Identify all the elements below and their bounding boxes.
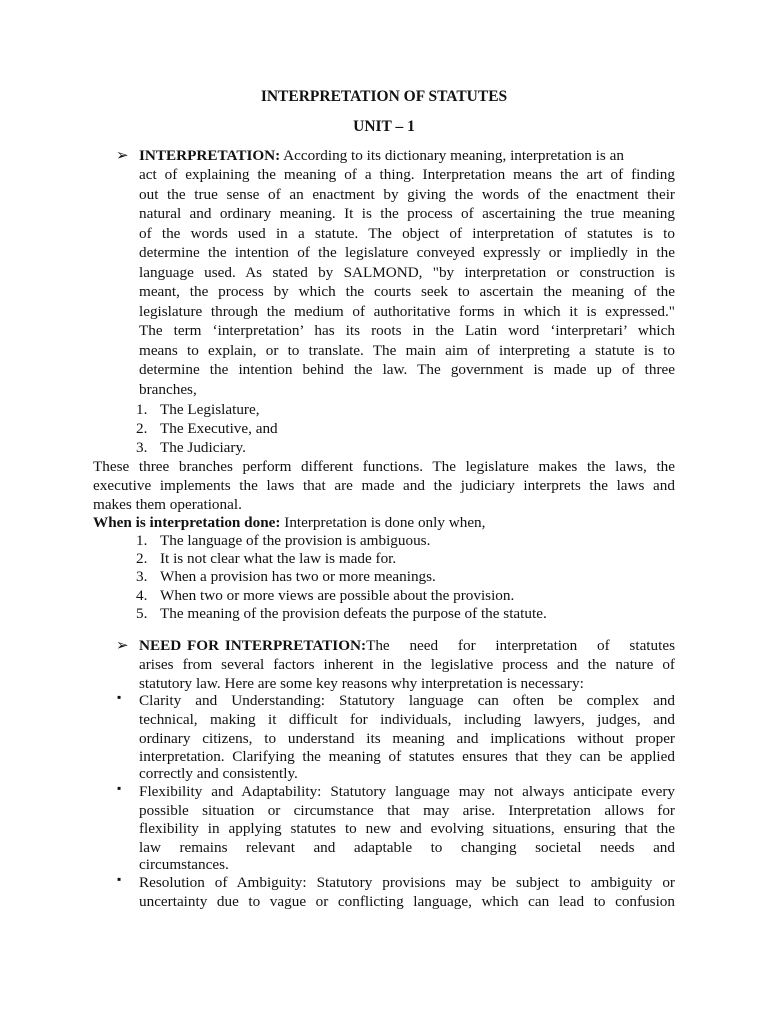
- branch-item: The Legislature,: [160, 401, 260, 418]
- section1-line: language used. As stated by SALMOND, "by interpretation or construction is: [139, 263, 675, 281]
- reason-line: possible situation or circumstance that may arise. Interpretation allows for: [139, 801, 675, 819]
- section1-heading: INTERPRETATION:: [139, 147, 281, 164]
- section1-line: means to explain, or to translate. The main aim of interpreting a statute is to: [139, 341, 675, 359]
- section1-line: determine the intention of the legislature conveyed expressly or impliedly in the: [139, 244, 675, 261]
- document-title: INTERPRETATION OF STATUTES: [260, 88, 508, 105]
- section2-heading: NEED FOR INTERPRETATION:: [139, 637, 367, 654]
- when-item: The meaning of the provision defeats the purpose of the statute.: [160, 604, 547, 622]
- section1-line: According to its dictionary meaning, interpretation is an: [280, 147, 624, 164]
- branch-number: 1.: [136, 401, 148, 418]
- reason-line: correctly and consistently.: [139, 765, 298, 782]
- reason-line: uncertainty due to vague or conflicting language, which can lead to confusion: [139, 892, 675, 910]
- branches-paragraph-line: executive implements the laws that are made and the judiciary interprets the laws and: [93, 476, 675, 494]
- branches-paragraph-line: makes them operational.: [93, 495, 242, 513]
- arrow-bullet-icon: ➢: [116, 148, 129, 164]
- reason-line: Resolution of Ambiguity: Statutory provisions may be subject to ambiguity or: [139, 874, 675, 891]
- when-heading: When is interpretation done:: [93, 513, 281, 531]
- reason-line: law remains relevant and adaptable to changing societal needs and: [139, 838, 675, 856]
- section1-line: determine the intention behind the law. The government is made up of three: [139, 361, 675, 378]
- when-item: The language of the provision is ambiguous.: [160, 531, 431, 549]
- section1-line: of the words used in a statute. The object of interpretation of statutes is to: [139, 224, 675, 242]
- square-bullet-icon: ▪: [117, 690, 122, 704]
- section2-line: arises from several factors inherent in the legislative process and the nature of: [139, 656, 675, 673]
- when-item-number: 4.: [136, 586, 148, 604]
- section1-first-line: [139, 146, 624, 165]
- section1-line: branches,: [139, 380, 197, 398]
- section2-first-line: [139, 636, 675, 655]
- when-item-number: 3.: [136, 568, 148, 585]
- arrow-bullet-icon: ➢: [116, 638, 129, 654]
- reason-line: technical, making it difficult for individuals, including lawyers, judges, and: [139, 711, 675, 728]
- reason-line: Clarity and Understanding: Statutory language can often be complex and: [139, 692, 675, 709]
- branch-number: 3.: [136, 439, 148, 456]
- section1-line: legislature through the medium of authoritative forms in which it is expressed.": [139, 302, 675, 320]
- section1-line: natural and ordinary meaning. It is the process of ascertaining the true meaning: [139, 205, 675, 222]
- section1-line: meant, the process by which the courts seek to ascertain the meaning of the: [139, 283, 675, 300]
- section2-line: The need for interpretation of statutes: [366, 637, 675, 654]
- when-item-number: 5.: [136, 604, 148, 622]
- when-item-number: 2.: [136, 549, 148, 567]
- reason-line: ordinary citizens, to understand its meaning and implications without proper: [139, 730, 675, 747]
- when-item: When a provision has two or more meanings.: [160, 568, 436, 585]
- branch-item: The Executive, and: [160, 420, 278, 437]
- reason-line: flexibility in applying statutes to new and evolving situations, ensuring that the: [139, 820, 675, 837]
- when-item: It is not clear what the law is made for.: [160, 549, 397, 567]
- square-bullet-icon: ▪: [117, 872, 122, 886]
- section1-line: act of explaining the meaning of a thing. Interpretation means the art of finding: [139, 166, 675, 183]
- when-intro: Interpretation is done only when,: [280, 513, 486, 531]
- unit-heading: UNIT – 1: [353, 118, 415, 135]
- branches-paragraph-line: These three branches perform different functions. The legislature makes the laws, the: [93, 457, 675, 475]
- when-item-number: 1.: [136, 531, 148, 549]
- section1-line: out the true sense of an enactment by giving the words of the enactment their: [139, 185, 675, 203]
- branch-item: The Judiciary.: [160, 439, 246, 456]
- reason-line: Flexibility and Adaptability: Statutory language may not always anticipate every: [139, 783, 675, 800]
- when-item: When two or more views are possible about the provision.: [160, 586, 515, 604]
- branch-number: 2.: [136, 420, 148, 437]
- section1-line: The term ‘interpretation’ has its roots in the Latin word ‘interpretari’ which: [139, 322, 675, 339]
- square-bullet-icon: ▪: [117, 781, 122, 795]
- reason-line: interpretation. Clarifying the meaning of statutes ensures that they can be applied: [139, 747, 675, 765]
- section2-line: statutory law. Here are some key reasons why interpretation is necessary:: [139, 674, 584, 692]
- when-heading-line: [93, 513, 485, 532]
- reason-line: circumstances.: [139, 856, 229, 873]
